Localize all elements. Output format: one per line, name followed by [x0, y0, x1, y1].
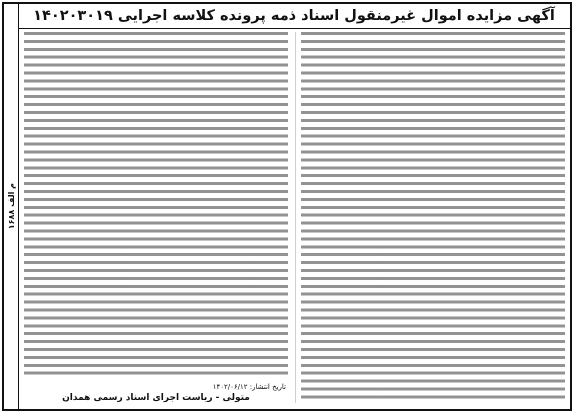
notice-body — [24, 32, 565, 403]
side-code: ۱۶۸۸ م الف — [6, 183, 16, 230]
signature-line: متولی - ریاست اجرای اسناد رسمی همدان — [62, 393, 250, 403]
body-text-block — [24, 32, 288, 377]
auction-notice — [2, 2, 572, 411]
body-text-block — [301, 32, 565, 403]
body-column-left — [24, 32, 288, 403]
notice-title: آگهی مزایده اموال غیرمنقول اسناد ذمه پرونده کلاسه اجرایی ۱۴۰۲۰۳۰۱۹ — [33, 8, 555, 24]
notice-footer — [24, 379, 288, 403]
side-code-strip — [4, 4, 19, 409]
publish-date: تاریخ انتشار: ۱۴۰۲/۰۶/۱۲ — [212, 383, 286, 391]
notice-header — [18, 4, 570, 29]
body-column-right — [295, 32, 565, 403]
